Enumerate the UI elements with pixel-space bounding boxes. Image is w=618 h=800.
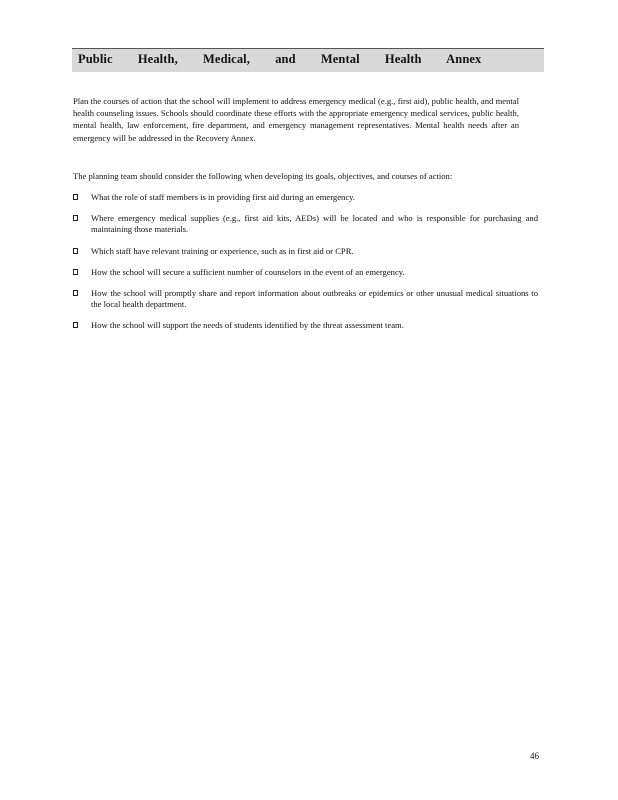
list-item-text: How the school will promptly share and report information about outbreaks or epidemics or other unusual medical situations to the local health department. — [91, 288, 538, 310]
list-item-text: Where emergency medical supplies (e.g., first aid kits, AEDs) will be located and who is responsible for purchasing and maintaining those materials. — [91, 213, 538, 235]
list-item-text: What the role of staff members is in providing first aid during an emergency. — [91, 192, 356, 202]
list-item — [73, 288, 538, 310]
planning-paragraph: The planning team should consider the following when developing its goals, objectives, and courses of action: — [73, 170, 453, 181]
section-title: Public Health, Medical, and Mental Health Annex — [78, 52, 482, 66]
page-number: 46 — [530, 751, 539, 761]
bullet-box-icon — [73, 322, 78, 328]
bullet-box-icon — [73, 290, 78, 296]
list-item — [73, 267, 538, 278]
bullet-box-icon — [73, 248, 78, 254]
list-item-text: Which staff have relevant training or experience, such as in first aid or CPR. — [91, 245, 354, 256]
bullet-box-icon — [73, 215, 78, 221]
list-item — [73, 246, 538, 257]
list-item-text: How the school will support the needs of students identified by the threat assessment team. — [91, 320, 404, 331]
list-item — [73, 213, 538, 235]
section-header-bar — [72, 48, 544, 72]
considerations-list — [73, 192, 538, 332]
list-item — [73, 192, 538, 203]
list-item — [73, 320, 538, 331]
bullet-box-icon — [73, 194, 78, 200]
bullet-box-icon — [73, 269, 78, 275]
list-item-text: How the school will secure a sufficient number of counselors in the event of an emergency. — [91, 266, 405, 277]
intro-paragraph: Plan the courses of action that the school will implement to address emergency medical (e.g., first aid), public health, and mental health counseling issues. Schools should coordinate these efforts with the appropriate emergency medical services, public health, mental health, law enforcement, fire department, and emergency management representatives. Mental health needs after an emergency will be addressed in the Recovery Annex. — [73, 95, 519, 143]
